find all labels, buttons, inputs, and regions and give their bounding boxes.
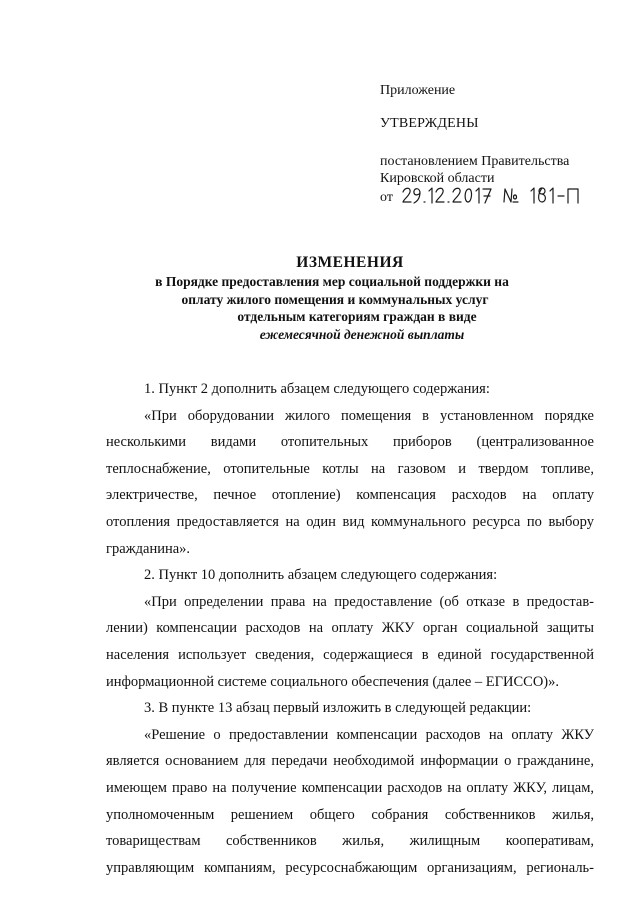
body-line: теплоснабжение, отопительные котлы на газовом и твердом топливе,	[106, 460, 594, 477]
body-line: населения использует сведения, содержащиеся в единой государственной	[106, 646, 594, 663]
body-line: товариществам собственников жилья, жилищным кооперативам,	[106, 833, 594, 850]
item-2-heading: 2. Пункт 10 дополнить абзацем следующего содержания:	[144, 567, 498, 584]
document-body	[106, 376, 594, 881]
heading-line: отдельным категориям граждан в виде	[237, 309, 477, 324]
body-line: электричестве, печное отопление) компенсация расходов на оплату	[106, 487, 594, 504]
heading-line: ежемесячной денежной выплаты	[259, 326, 465, 342]
date-number-line	[380, 189, 393, 206]
body-line: несколькими видами отопительных приборов (централизованное	[106, 434, 594, 451]
heading-line: в Порядке предоставления мер социальной поддержки на	[155, 274, 509, 289]
approved-label: УТВЕРЖДЕНЫ	[380, 116, 479, 131]
body-line: «При оборудовании жилого помещения в установленном порядке	[144, 407, 594, 424]
body-line: информационной системе социального обеспечения (далее – ЕГИССО)».	[106, 673, 560, 690]
body-line: является основанием для передачи необходимой информации о гражданине,	[106, 753, 594, 770]
body-line: «Решение о предоставлении компенсации расходов на оплату ЖКУ	[144, 726, 594, 743]
body-line: лении) компенсации расходов на оплату ЖКУ орган социальной защиты	[106, 620, 594, 637]
body-line: «При определении права на предоставление (об отказе в предостав-	[144, 593, 594, 610]
resolution-line-1: постановлением Правительства	[380, 154, 570, 169]
body-line: уполномоченным решением общего собрания собственников жилья,	[106, 806, 594, 823]
resolution-text	[380, 153, 620, 187]
appendix-label: Приложение	[380, 83, 456, 98]
heading-line: оплату жилого помещения и коммунальных услуг	[181, 291, 489, 307]
body-line: гражданина».	[106, 540, 191, 557]
body-line: отопления предоставляется на один вид коммунального ресурса по выбору	[106, 513, 594, 530]
resolution-line-2: Кировской области	[380, 171, 495, 186]
handwritten-date-number	[400, 183, 586, 207]
date-prefix: от	[380, 190, 393, 205]
document-heading	[140, 253, 560, 343]
item-1-heading: 1. Пункт 2 дополнить абзацем следующего содержания:	[144, 381, 490, 397]
heading-title: ИЗМЕНЕНИЯ	[296, 254, 404, 271]
body-line: имеющем право на получение компенсации расходов на оплату ЖКУ, лицам,	[106, 779, 594, 796]
body-line: управляющим компаниям, ресурсоснабжающим организациям, региональ-	[106, 859, 594, 876]
item-3-heading: 3. В пункте 13 абзац первый изложить в следующей редакции:	[144, 700, 532, 717]
